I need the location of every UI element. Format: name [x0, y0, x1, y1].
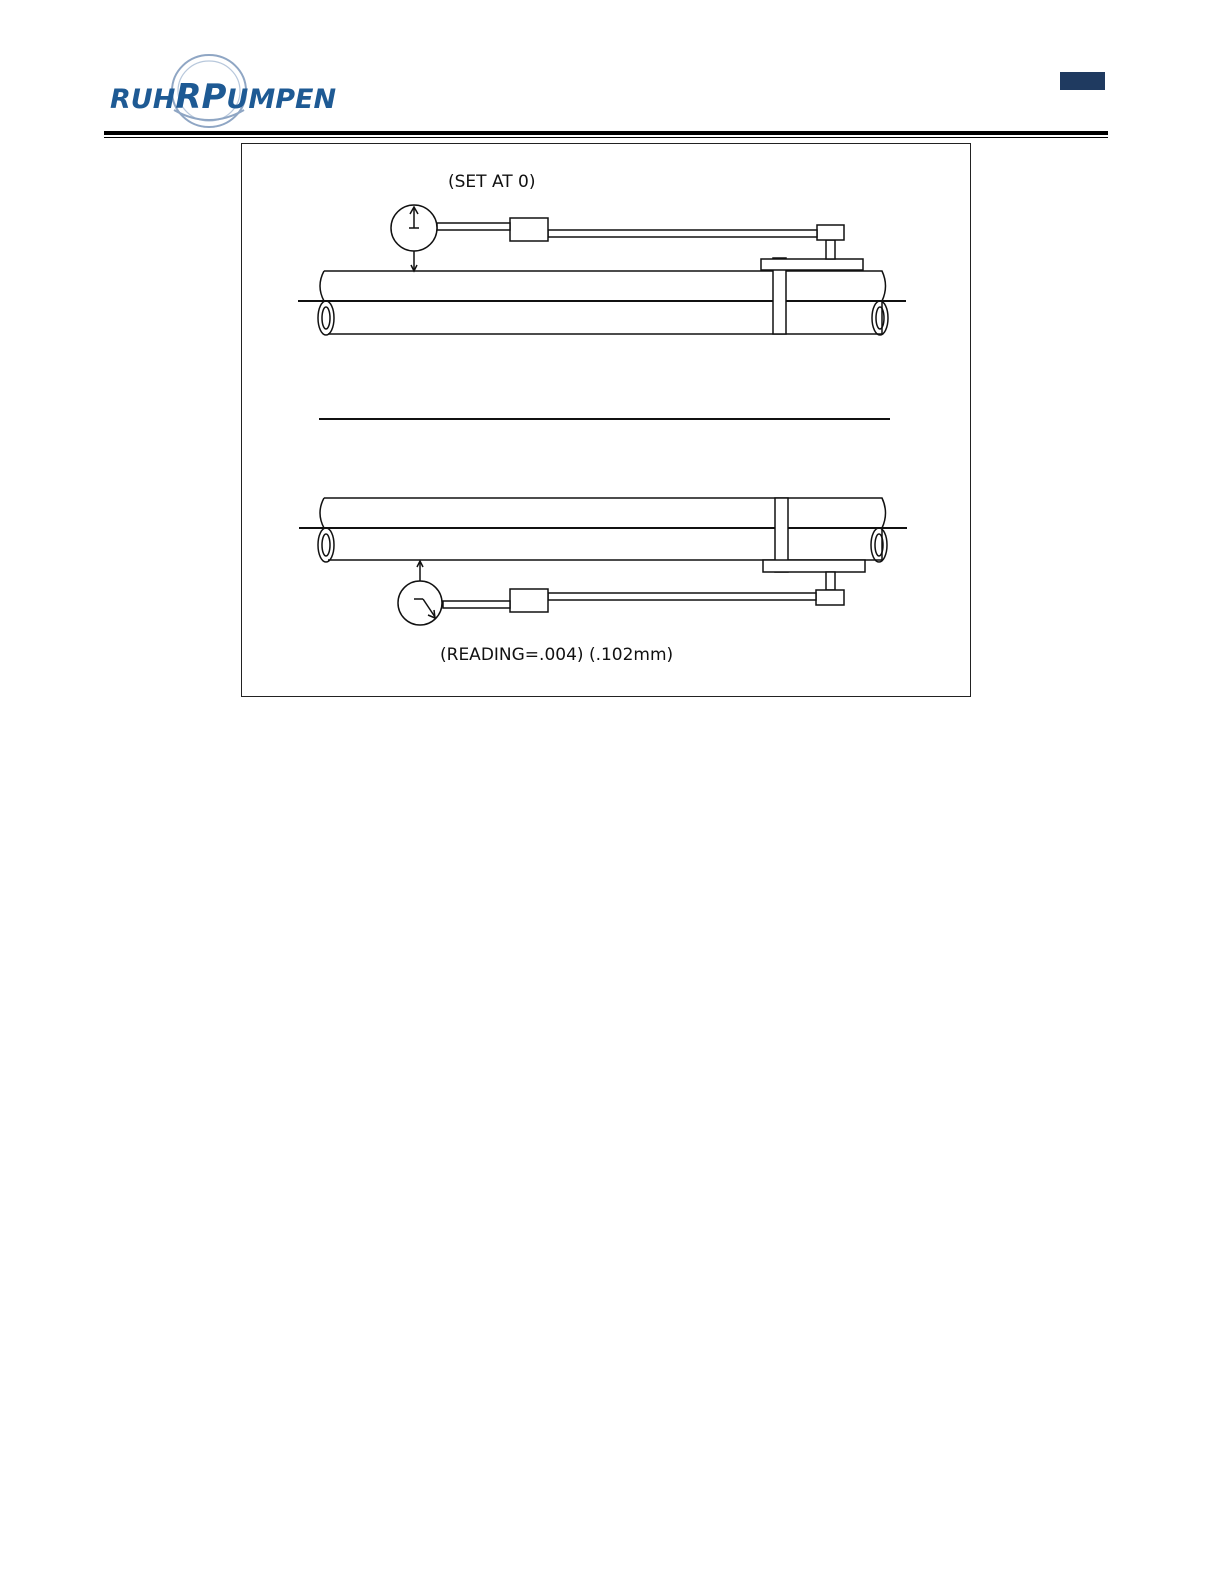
alignment-figure [241, 143, 971, 697]
logo-text-p: P [201, 77, 227, 117]
logo-text-r: R [175, 77, 202, 117]
set-at-zero-label: (SET AT 0) [448, 172, 536, 192]
header-rule-thin [104, 137, 1108, 138]
bottom-shaft-assembly [299, 498, 907, 625]
company-logo [104, 50, 337, 132]
top-shaft-assembly [298, 205, 906, 335]
logo-text-ruh: RUH [110, 84, 176, 115]
logo-text-umpen: UMPEN [226, 84, 337, 115]
page-number-tab [1060, 72, 1105, 90]
reading-label: (READING=.004) (.102mm) [440, 645, 674, 665]
header-rule-thick [104, 131, 1108, 135]
alignment-diagram [242, 144, 972, 698]
logo-wordmark [110, 77, 336, 117]
